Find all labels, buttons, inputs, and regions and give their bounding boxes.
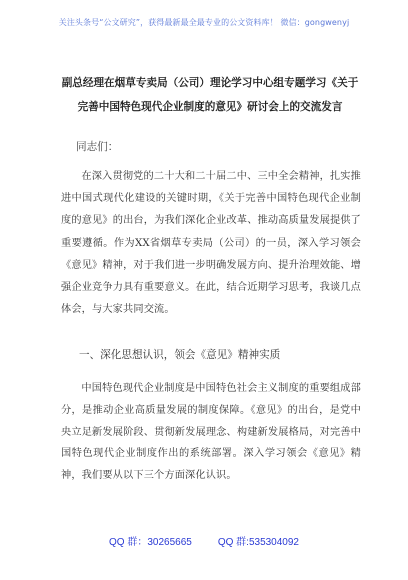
- salutation: 同志们：: [76, 141, 119, 153]
- footer-qq-groups: [0, 533, 408, 548]
- body-paragraph-2: 中国特色现代企业制度是中国特色社会主义制度的重要组成部分，是推动企业高质量发展的制度保障。《意见》的出台，是党中央立足新发展阶段、贯彻新发展理念、构建新发展格局，对完善中国特色现代企业制度作出的系统部署。深入学习领会《意见》精神，我们要从以下三个方面深化认识。: [61, 383, 361, 482]
- section-heading-1: 一、深化思想认识，领会《意见》精神实质: [79, 349, 281, 361]
- header-notice: 关注头条号“公文研究”，获得最新最全最专业的公文资料库！ 微信：gongwenyj: [58, 18, 350, 27]
- qq-group-2: QQ 群:535304092: [217, 537, 299, 548]
- qq-group-1: QQ 群：30265665: [109, 537, 192, 548]
- document-title: 副总经理在烟草专卖局（公司）理论学习中心组专题学习《关于完善中国特色现代企业制度的意见》研讨会上的交流发言: [61, 77, 359, 113]
- body-paragraph-1: 在深入贯彻党的二十大和二十届二中、三中全会精神，扎实推进中国式现代化建设的关键时期，《关于完善中国特色现代企业制度的意见》的出台，为我们深化企业改革、推动高质量发展提供了重要遵循。作为XX省烟草专卖局（公司）的一员，深入学习领会《意见》精神，对于我们进一步明确发展方向、提升治理效能、增强企业竞争力具有重要意义。在此，结合近期学习思考，我谈几点体会，与大家共同交流。: [61, 171, 361, 316]
